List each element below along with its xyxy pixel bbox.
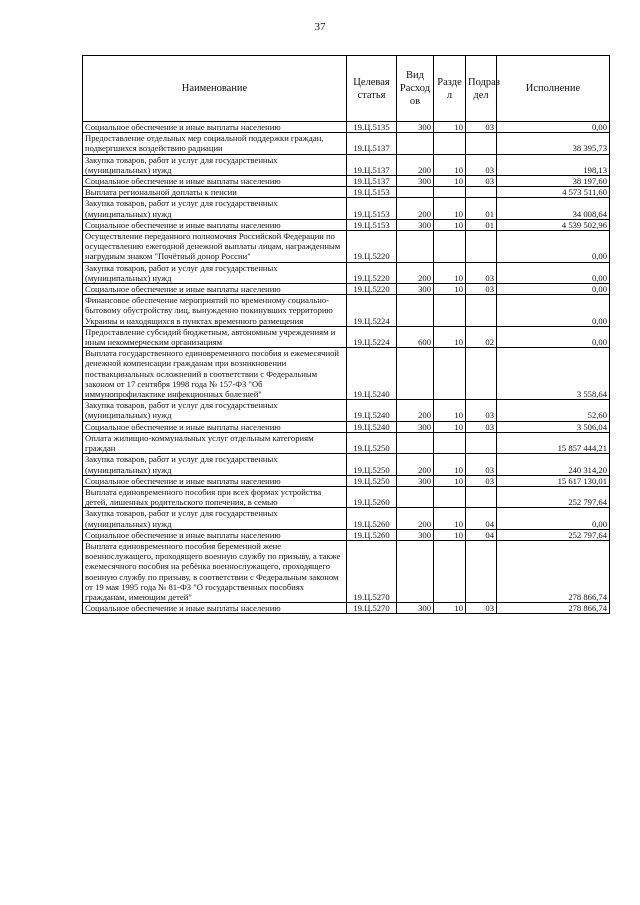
row-code-cell: 19.Ц.5153: [347, 219, 397, 230]
row-subsection-cell: 03: [466, 603, 497, 614]
row-name-cell: Закупка товаров, работ и услуг для государственных (муниципальных) нужд: [83, 508, 347, 529]
row-amount-cell: 38 395,73: [497, 133, 610, 154]
row-amount-cell: 15 617 130,01: [497, 475, 610, 486]
row-amount-cell: 0,00: [497, 231, 610, 263]
row-name-cell: Выплата государственного единовременного пособия и ежемесячной денежной компенсации гражданам при возникновении поствакцинальных осложнений в соответствии с Федеральным законом от 17 сентября 1998 года № 157-ФЗ "Об иммунопрофилактике инфекционных болезней": [83, 348, 347, 400]
row-subsection-cell: 03: [466, 284, 497, 295]
row-subsection-cell: [466, 295, 497, 327]
row-name-cell: Закупка товаров, работ и услуг для государственных (муниципальных) нужд: [83, 400, 347, 421]
row-section-cell: 10: [434, 154, 466, 175]
row-section-cell: 10: [434, 529, 466, 540]
row-expense-type-cell: 300: [397, 176, 434, 187]
row-amount-cell: 0,00: [497, 508, 610, 529]
row-code-cell: 19.Ц.5137: [347, 133, 397, 154]
row-code-cell: 19.Ц.5224: [347, 295, 397, 327]
row-expense-type-cell: 300: [397, 529, 434, 540]
header-execution: Исполнение: [497, 56, 610, 122]
table-row: [83, 400, 610, 421]
header-section: Разде л: [434, 56, 466, 122]
row-section-cell: [434, 133, 466, 154]
row-subsection-cell: 03: [466, 122, 497, 133]
row-amount-cell: 4 573 511,60: [497, 187, 610, 198]
row-code-cell: 19.Ц.5250: [347, 475, 397, 486]
row-amount-cell: 52,60: [497, 400, 610, 421]
row-expense-type-cell: [397, 540, 434, 602]
row-amount-cell: 0,00: [497, 262, 610, 283]
row-section-cell: 10: [434, 400, 466, 421]
row-name-cell: Социальное обеспечение и иные выплаты населению: [83, 475, 347, 486]
table-row: [83, 295, 610, 327]
row-section-cell: 10: [434, 454, 466, 475]
row-expense-type-cell: [397, 133, 434, 154]
row-section-cell: [434, 486, 466, 507]
row-subsection-cell: 03: [466, 400, 497, 421]
table-row: [83, 454, 610, 475]
row-section-cell: 10: [434, 508, 466, 529]
table-row: [83, 540, 610, 602]
row-section-cell: 10: [434, 219, 466, 230]
row-subsection-cell: 04: [466, 529, 497, 540]
row-amount-cell: 38 197,60: [497, 176, 610, 187]
row-name-cell: Предоставление отдельных мер социальной поддержки граждан, подвергшихся воздействию радиации: [83, 133, 347, 154]
row-subsection-cell: 04: [466, 508, 497, 529]
table-row: [83, 122, 610, 133]
row-subsection-cell: 03: [466, 475, 497, 486]
header-subsection: Подраз дел: [466, 56, 497, 122]
row-code-cell: 19.Ц.5260: [347, 508, 397, 529]
table-row: [83, 508, 610, 529]
table-row: [83, 219, 610, 230]
row-amount-cell: 4 539 502,96: [497, 219, 610, 230]
row-expense-type-cell: 300: [397, 284, 434, 295]
row-section-cell: 10: [434, 421, 466, 432]
row-name-cell: Предоставление субсидий бюджетным, автономным учреждениям и иным некоммерческим организациям: [83, 326, 347, 347]
row-expense-type-cell: [397, 432, 434, 453]
table-row: [83, 176, 610, 187]
row-name-cell: Закупка товаров, работ и услуг для государственных (муниципальных) нужд: [83, 154, 347, 175]
row-amount-cell: 278 866,74: [497, 540, 610, 602]
row-expense-type-cell: 300: [397, 219, 434, 230]
row-code-cell: 19.Ц.5260: [347, 486, 397, 507]
table-row: [83, 348, 610, 400]
row-code-cell: 19.Ц.5220: [347, 231, 397, 263]
row-subsection-cell: [466, 486, 497, 507]
table-row: [83, 529, 610, 540]
row-expense-type-cell: [397, 486, 434, 507]
row-expense-type-cell: [397, 295, 434, 327]
row-amount-cell: 278 866,74: [497, 603, 610, 614]
row-name-cell: Финансовое обеспечение мероприятий по временному социально-бытовому обустройству лиц, вынужденно покинувших территорию Украины и находящихся в пунктах временного размещения: [83, 295, 347, 327]
row-expense-type-cell: 300: [397, 603, 434, 614]
row-code-cell: 19.Ц.5270: [347, 603, 397, 614]
row-subsection-cell: 03: [466, 154, 497, 175]
row-section-cell: 10: [434, 284, 466, 295]
row-expense-type-cell: 600: [397, 326, 434, 347]
table-row: [83, 133, 610, 154]
row-name-cell: Оплата жилищно-коммунальных услуг отдельным категориям граждан: [83, 432, 347, 453]
row-amount-cell: 0,00: [497, 122, 610, 133]
row-expense-type-cell: 200: [397, 508, 434, 529]
row-amount-cell: 0,00: [497, 295, 610, 327]
row-expense-type-cell: 300: [397, 122, 434, 133]
row-code-cell: 19.Ц.5240: [347, 400, 397, 421]
row-code-cell: 19.Ц.5250: [347, 432, 397, 453]
table-header-row: [83, 56, 610, 122]
row-section-cell: [434, 231, 466, 263]
row-expense-type-cell: 200: [397, 454, 434, 475]
row-section-cell: [434, 187, 466, 198]
row-amount-cell: 3 558,64: [497, 348, 610, 400]
row-code-cell: 19.Ц.5240: [347, 348, 397, 400]
row-section-cell: 10: [434, 475, 466, 486]
row-name-cell: Закупка товаров, работ и услуг для государственных (муниципальных) нужд: [83, 198, 347, 219]
row-subsection-cell: [466, 187, 497, 198]
header-target-article: Целевая статья: [347, 56, 397, 122]
table-body: [83, 122, 610, 614]
table-row: [83, 262, 610, 283]
row-code-cell: 19.Ц.5270: [347, 540, 397, 602]
row-expense-type-cell: [397, 231, 434, 263]
row-amount-cell: 34 008,64: [497, 198, 610, 219]
row-subsection-cell: [466, 231, 497, 263]
row-subsection-cell: [466, 133, 497, 154]
row-code-cell: 19.Ц.5224: [347, 326, 397, 347]
row-name-cell: Социальное обеспечение и иные выплаты населению: [83, 176, 347, 187]
row-amount-cell: 240 314,20: [497, 454, 610, 475]
row-amount-cell: 0,00: [497, 284, 610, 295]
row-section-cell: [434, 295, 466, 327]
row-subsection-cell: 03: [466, 421, 497, 432]
table-row: [83, 284, 610, 295]
row-expense-type-cell: [397, 348, 434, 400]
table-row: [83, 432, 610, 453]
row-subsection-cell: 02: [466, 326, 497, 347]
row-name-cell: Социальное обеспечение и иные выплаты населению: [83, 603, 347, 614]
row-code-cell: 19.Ц.5135: [347, 122, 397, 133]
row-expense-type-cell: 200: [397, 154, 434, 175]
row-name-cell: Социальное обеспечение и иные выплаты населению: [83, 284, 347, 295]
table-row: [83, 475, 610, 486]
row-section-cell: [434, 432, 466, 453]
row-name-cell: Выплата единовременного пособия при всех формах устройства детей, лишенных родительского попечения, в семью: [83, 486, 347, 507]
header-expense-type: Вид Расход ов: [397, 56, 434, 122]
row-subsection-cell: 03: [466, 176, 497, 187]
row-section-cell: 10: [434, 603, 466, 614]
row-subsection-cell: 01: [466, 198, 497, 219]
row-amount-cell: 3 506,04: [497, 421, 610, 432]
table-row: [83, 486, 610, 507]
table-row: [83, 154, 610, 175]
row-name-cell: Социальное обеспечение и иные выплаты населению: [83, 122, 347, 133]
row-name-cell: Социальное обеспечение и иные выплаты населению: [83, 421, 347, 432]
row-name-cell: Социальное обеспечение и иные выплаты населению: [83, 219, 347, 230]
row-amount-cell: 0,00: [497, 326, 610, 347]
row-section-cell: [434, 348, 466, 400]
row-code-cell: 19.Ц.5240: [347, 421, 397, 432]
row-code-cell: 19.Ц.5153: [347, 187, 397, 198]
row-amount-cell: 252 797,64: [497, 486, 610, 507]
row-name-cell: Выплата единовременного пособия беременной жене военнослужащего, проходящего военную службу по призыву, а также ежемесячного пособия на ребёнка военнослужащего, проходящего военную службу по призыву, в соответствии с Федеральным законом от 19 мая 1995 года № 81-ФЗ "О государственных пособиях гражданам, имеющим детей": [83, 540, 347, 602]
table-row: [83, 421, 610, 432]
row-code-cell: 19.Ц.5153: [347, 198, 397, 219]
row-amount-cell: 15 857 444,21: [497, 432, 610, 453]
row-subsection-cell: [466, 348, 497, 400]
row-amount-cell: 252 797,64: [497, 529, 610, 540]
row-section-cell: 10: [434, 176, 466, 187]
row-subsection-cell: [466, 540, 497, 602]
row-amount-cell: 198,13: [497, 154, 610, 175]
row-subsection-cell: 01: [466, 219, 497, 230]
page-number: 37: [314, 21, 326, 33]
row-section-cell: 10: [434, 326, 466, 347]
row-expense-type-cell: 200: [397, 262, 434, 283]
row-name-cell: Выплата региональной доплаты к пенсии: [83, 187, 347, 198]
row-subsection-cell: 03: [466, 454, 497, 475]
row-code-cell: 19.Ц.5137: [347, 176, 397, 187]
table-row: [83, 231, 610, 263]
row-name-cell: Осуществление переданного полномочия Российской Федерации по осуществлению ежегодной денежной выплаты лицам, награжденным нагрудным знаком "Почётный донор России": [83, 231, 347, 263]
row-section-cell: 10: [434, 198, 466, 219]
row-code-cell: 19.Ц.5250: [347, 454, 397, 475]
row-section-cell: 10: [434, 262, 466, 283]
table-row: [83, 326, 610, 347]
row-code-cell: 19.Ц.5260: [347, 529, 397, 540]
row-code-cell: 19.Ц.5220: [347, 284, 397, 295]
row-subsection-cell: [466, 432, 497, 453]
row-section-cell: 10: [434, 122, 466, 133]
row-subsection-cell: 03: [466, 262, 497, 283]
row-expense-type-cell: 300: [397, 475, 434, 486]
table-row: [83, 198, 610, 219]
header-name: Наименование: [83, 56, 347, 122]
budget-execution-table: [82, 55, 610, 614]
table-row: [83, 187, 610, 198]
row-section-cell: [434, 540, 466, 602]
row-expense-type-cell: [397, 187, 434, 198]
table-row: [83, 603, 610, 614]
row-name-cell: Закупка товаров, работ и услуг для государственных (муниципальных) нужд: [83, 262, 347, 283]
row-expense-type-cell: 300: [397, 421, 434, 432]
row-expense-type-cell: 200: [397, 400, 434, 421]
row-name-cell: Закупка товаров, работ и услуг для государственных (муниципальных) нужд: [83, 454, 347, 475]
row-expense-type-cell: 200: [397, 198, 434, 219]
row-code-cell: 19.Ц.5137: [347, 154, 397, 175]
row-name-cell: Социальное обеспечение и иные выплаты населению: [83, 529, 347, 540]
row-code-cell: 19.Ц.5220: [347, 262, 397, 283]
